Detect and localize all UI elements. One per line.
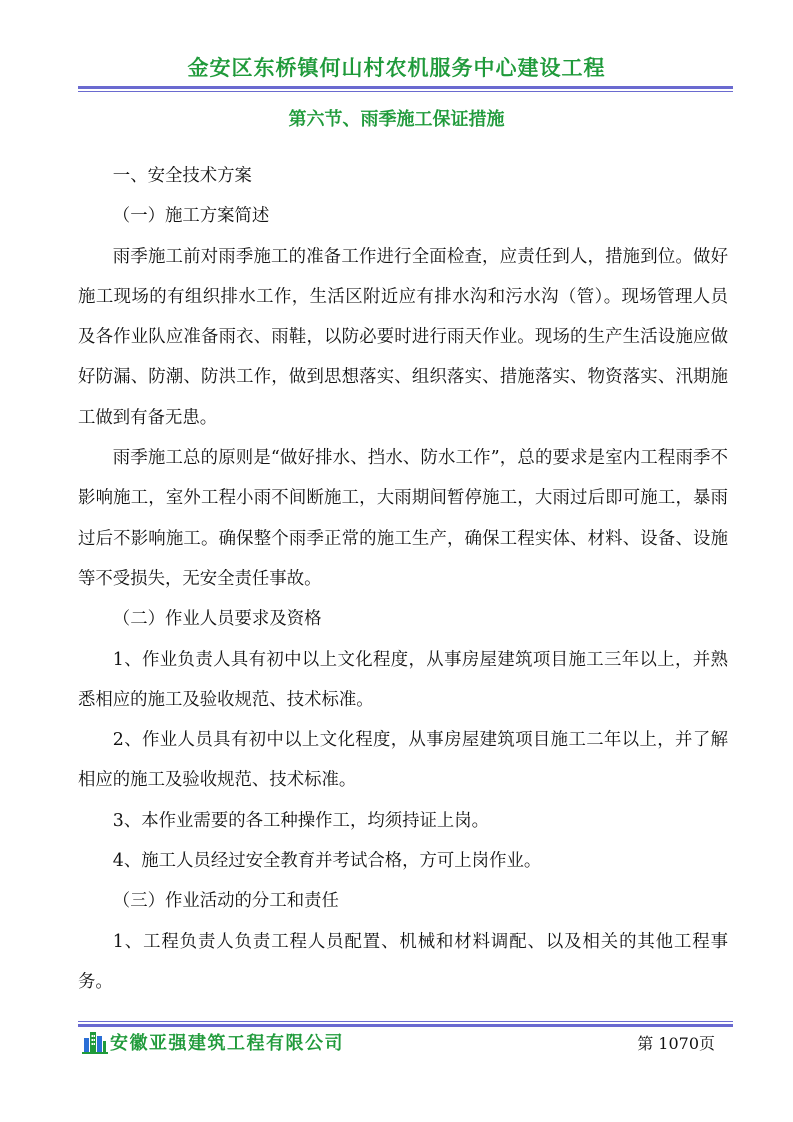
building-logo-icon (82, 1028, 108, 1054)
footer-company-name: 安徽亚强建筑工程有限公司 (110, 1033, 344, 1054)
subheading-plan-overview: （一）施工方案简述 (112, 206, 270, 227)
heading-safety-plan: 一、安全技术方案 (112, 166, 252, 186)
header-rule-thin (78, 91, 733, 92)
footer-rule-thick (78, 1024, 733, 1027)
page-number: 第 1070页 (637, 1034, 715, 1053)
paragraph-preparation: 雨季施工前对雨季施工的准备工作进行全面检查，应责任到人，措施到位。做好施工现场的有组织排水工作，生活区附近应有排水沟和污水沟（管）。现场管理人员及各作业队应准备雨衣、雨鞋，以防必要时进行雨天作业。现场的生产生活设施应做好防漏、防潮、防洪工作，做到思想落实、组织落实、措施落实、物资落实、汛期施工做到有备无患。 (78, 246, 728, 428)
paragraph-principles: 雨季施工总的原则是“做好排水、挡水、防水工作”，总的要求是室内工程雨季不影响施工，室外工程小雨不间断施工，大雨期间暂停施工，大雨过后即可施工，暴雨过后不影响施工。确保整个雨季正常的施工生产，确保工程实体、材料、设备、设施等不受损失，无安全责任事故。 (78, 448, 728, 589)
document-body (78, 156, 728, 1002)
section-title: 第六节、雨季施工保证措施 (288, 109, 505, 130)
subheading-personnel: （二）作业人员要求及资格 (112, 609, 322, 630)
footer-rule-thin (78, 1021, 733, 1022)
header-title: 金安区东桥镇何山村农机服务中心建设工程 (187, 56, 606, 80)
subheading-division: （三）作业活动的分工和责任 (112, 891, 339, 912)
list-item-responsibility-1: 1、工程负责人负责工程人员配置、机械和材料调配、以及相关的其他工程事务。 (78, 931, 728, 992)
list-item-2: 2、作业人员具有初中以上文化程度，从事房屋建筑项目施工二年以上，并了解相应的施工及验收规范、技术标准。 (78, 730, 728, 791)
header-rule-thick (78, 86, 733, 89)
list-item-1: 1、作业负责人具有初中以上文化程度，从事房屋建筑项目施工三年以上，并熟悉相应的施工及验收规范、技术标准。 (78, 649, 728, 710)
list-item-3: 3、本作业需要的各工种操作工，均须持证上岗。 (112, 810, 490, 831)
list-item-4: 4、施工人员经过安全教育并考试合格，方可上岗作业。 (112, 851, 542, 872)
